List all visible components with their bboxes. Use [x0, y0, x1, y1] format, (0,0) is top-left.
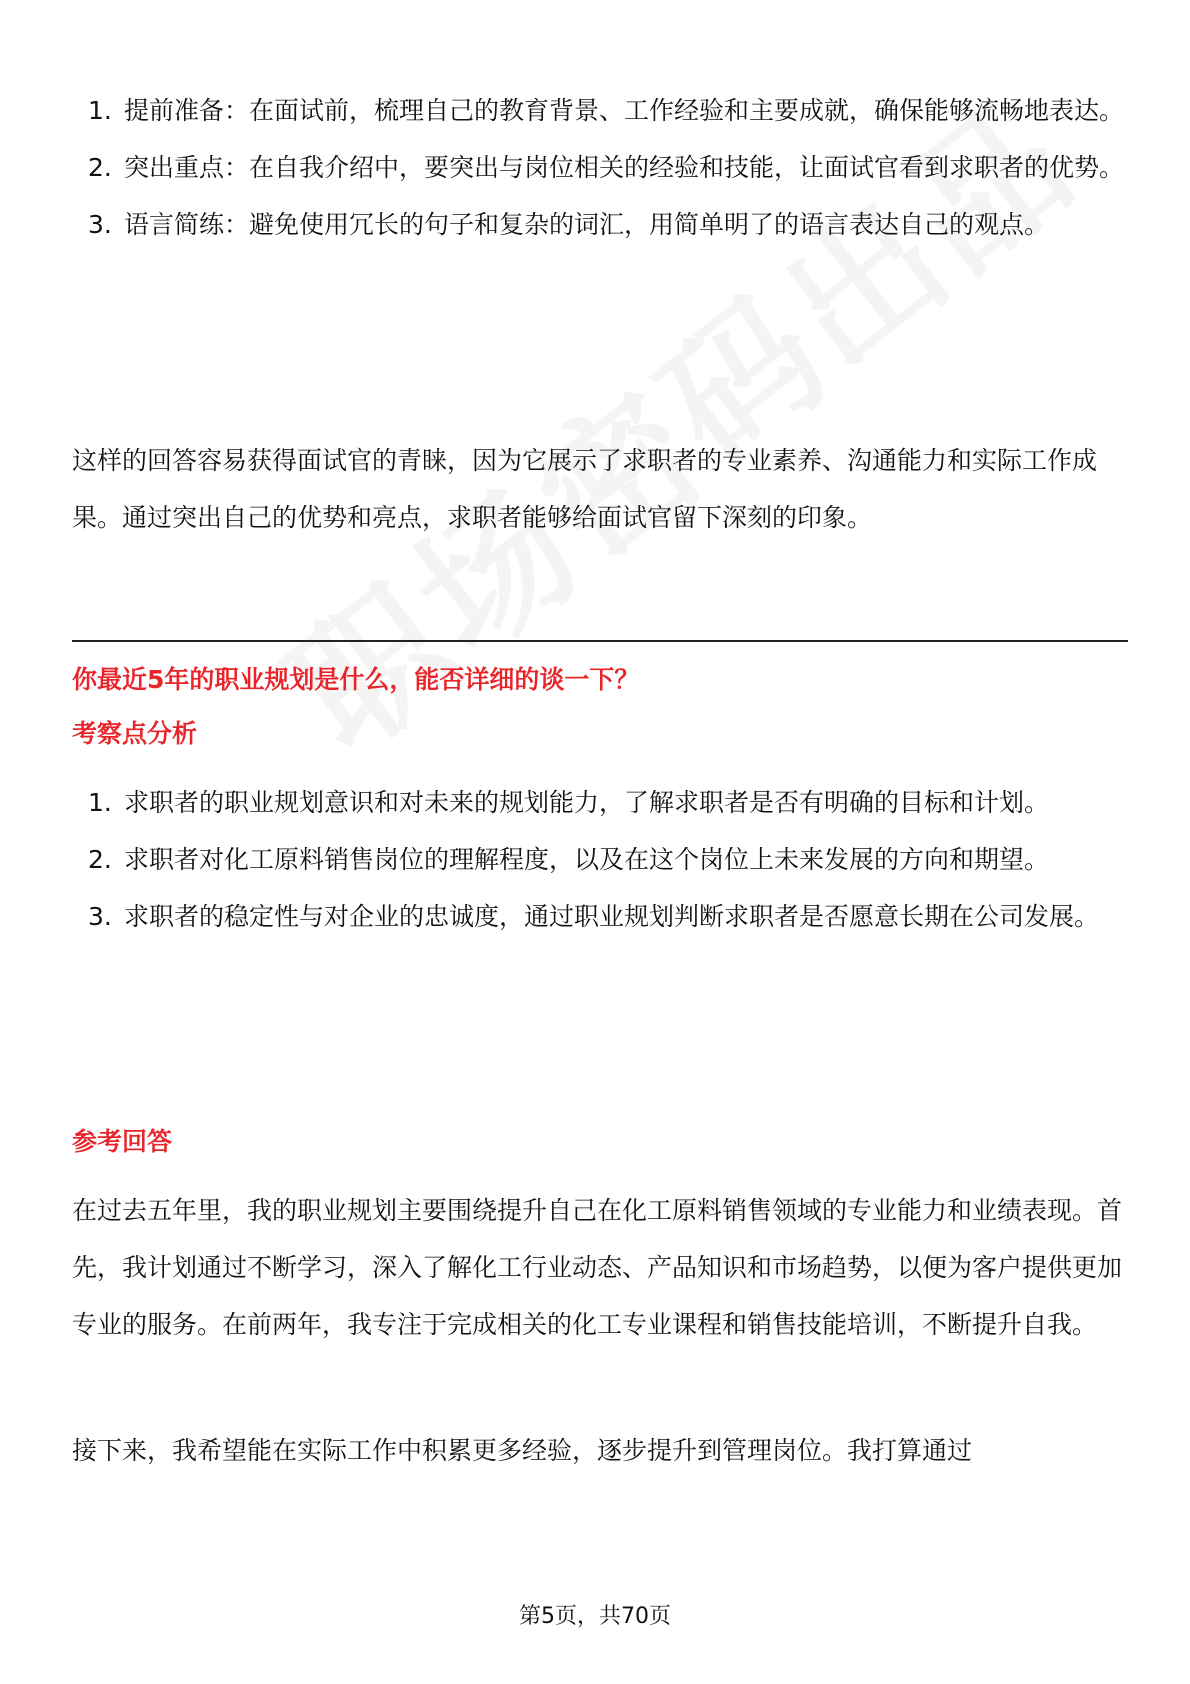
list-item [72, 888, 1128, 945]
tips-list [72, 82, 1128, 253]
list-item-text: 提前准备：在面试前，梳理自己的教育背景、工作经验和主要成就，确保能够流畅地表达。 [124, 96, 1125, 125]
list-item-number: 2. [88, 845, 112, 874]
list-item-text: 突出重点：在自我介绍中，要突出与岗位相关的经验和技能，让面试官看到求职者的优势。 [124, 153, 1125, 182]
list-item [72, 196, 1128, 253]
list-item-text: 求职者的稳定性与对企业的忠诚度，通过职业规划判断求职者是否愿意长期在公司发展。 [124, 902, 1100, 931]
list-item [72, 831, 1128, 888]
list-item-text: 求职者的职业规划意识和对未来的规划能力，了解求职者是否有明确的目标和计划。 [124, 788, 1050, 817]
list-item [72, 139, 1128, 196]
list-item-number: 3. [88, 210, 112, 239]
analysis-heading: 考察点分析 [72, 719, 198, 748]
analysis-list [72, 774, 1128, 945]
answer-heading: 参考回答 [72, 1127, 173, 1156]
list-item [72, 774, 1128, 831]
section-divider [72, 640, 1128, 642]
answer-paragraph: 接下来，我希望能在实际工作中积累更多经验，逐步提升到管理岗位。我打算通过 [72, 1436, 973, 1465]
list-item-number: 2. [88, 153, 112, 182]
list-item-text: 语言简练：避免使用冗长的句子和复杂的词汇，用简单明了的语言表达自己的观点。 [124, 210, 1050, 239]
list-item [72, 82, 1128, 139]
summary-paragraph: 这样的回答容易获得面试官的青睐，因为它展示了求职者的专业素养、沟通能力和实际工作成果。通过突出自己的优势和亮点，求职者能够给面试官留下深刻的印象。 [72, 446, 1098, 532]
list-item-text: 求职者对化工原料销售岗位的理解程度，以及在这个岗位上未来发展的方向和期望。 [124, 845, 1050, 874]
page-number: 第5页，共70页 [519, 1604, 671, 1629]
list-item-number: 1. [88, 788, 112, 817]
question-title: 你最近5年的职业规划是什么，能否详细的谈一下？ [72, 665, 640, 694]
answer-paragraph: 在过去五年里，我的职业规划主要围绕提升自己在化工原料销售领域的专业能力和业绩表现。首先，我计划通过不断学习，深入了解化工行业动态、产品知识和市场趋势，以便为客户提供更加专业的服务。在前两年，我专注于完成相关的化工专业课程和销售技能培训，不断提升自我。 [72, 1196, 1123, 1339]
list-item-number: 1. [88, 96, 112, 125]
list-item-number: 3. [88, 902, 112, 931]
